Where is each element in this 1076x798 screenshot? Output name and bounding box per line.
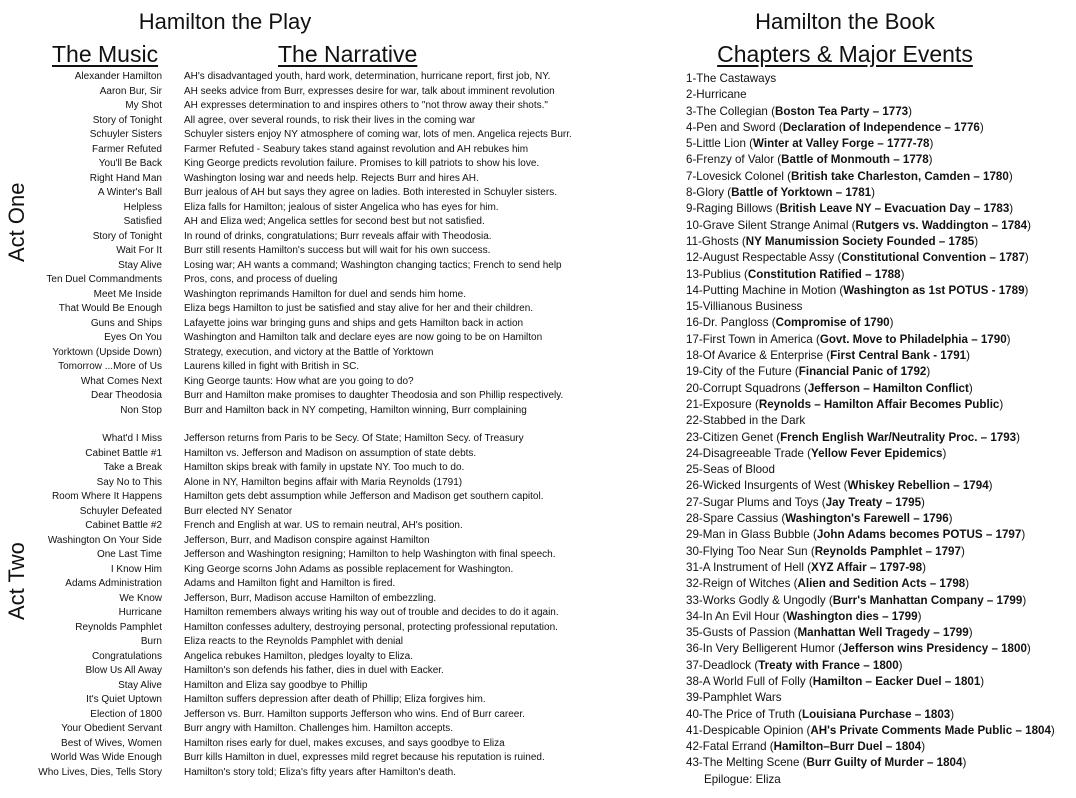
- chapter-item: 40-The Price of Truth (Louisiana Purchase – 1803): [686, 707, 955, 721]
- song-row: [22, 461, 472, 476]
- chapter-event: Reynolds – Hamilton Affair Becomes Public: [758, 397, 1000, 411]
- chapter-item: 6-Frenzy of Valor (Battle of Monmouth – 1778): [686, 153, 933, 167]
- song-row: [22, 722, 472, 737]
- chapter-name: 15-Villianous Business: [686, 300, 803, 314]
- song-title: Non Stop: [120, 404, 162, 416]
- chapter-item: 33-Works Godly & Ungodly (Burr's Manhattan Company – 1799): [686, 593, 1027, 607]
- chapter-item: [686, 690, 1066, 706]
- chapter-event: Jefferson wins Presidency – 1800: [841, 642, 1027, 656]
- song-row: [22, 751, 545, 766]
- chapter-item: 26-Wicked Insurgents of West (Whiskey Rebellion – 1794): [686, 479, 993, 493]
- song-narrative: Washington reprimands Hamilton for duel and sends him home.: [184, 288, 466, 300]
- song-narrative: King George taunts: How what are you going to do?: [184, 375, 414, 387]
- song-title: Hurricane: [118, 607, 162, 618]
- song-title: Blow Us All Away: [85, 665, 162, 676]
- song-row: [22, 563, 514, 578]
- chapter-name: 5-Little Lion: [686, 137, 746, 151]
- chapter-item: 35-Gusts of Passion (Manhattan Well Tragedy – 1799): [686, 626, 973, 640]
- chapter-name: 24-Disagreeable Trade: [686, 446, 804, 460]
- chapter-item: 30-Flying Too Near Sun (Reynolds Pamphlet – 1797): [686, 544, 965, 558]
- song-row: [22, 447, 477, 462]
- song-title: Your Obedient Servant: [61, 723, 162, 734]
- song-title: Meet Me Inside: [93, 288, 162, 300]
- chapter-item: [686, 299, 1066, 315]
- song-narrative: King George predicts revolution failure. Promises to kill patriots to show his love.: [184, 158, 540, 169]
- song-row: [22, 302, 534, 317]
- chapter-item: 13-Publius (Constitution Ratified – 1788): [686, 267, 905, 281]
- act-one-song-list: [22, 70, 572, 418]
- chapter-item: 19-City of the Future (Financial Panic of 1792): [686, 365, 931, 379]
- chapter-item: [686, 413, 1066, 429]
- chapter-event: Rutgers vs. Waddington – 1784: [855, 218, 1028, 232]
- chapter-item: 43-The Melting Scene (Burr Guilty of Murder – 1804): [686, 756, 967, 770]
- song-title: Right Hand Man: [89, 172, 162, 184]
- music-column-header: The Music: [52, 41, 159, 67]
- chapter-item: 32-Reign of Witches (Alien and Sedition Acts – 1798): [686, 577, 970, 591]
- chapter-name: 19-City of the Future: [686, 365, 792, 379]
- song-row: [22, 99, 548, 114]
- song-title: A Winter's Ball: [97, 187, 162, 198]
- chapter-item: 8-Glory (Battle of Yorktown – 1781): [686, 186, 876, 200]
- song-narrative: Hamilton's son defends his father, dies in duel with Eacker.: [184, 665, 444, 676]
- song-narrative: AH's disadvantaged youth, hard work, determination, hurricane report, first job, NY.: [184, 71, 551, 82]
- chapter-event: British Leave NY – Evacuation Day – 1783: [779, 202, 1010, 216]
- song-title: Farmer Refuted: [91, 143, 162, 155]
- chapter-name: 21-Exposure: [686, 397, 752, 411]
- chapter-item: 16-Dr. Pangloss (Compromise of 1790): [686, 316, 894, 330]
- song-title: I Know Him: [110, 563, 162, 575]
- chapter-item: [686, 87, 1066, 103]
- song-title: Story of Tonight: [92, 114, 162, 126]
- song-narrative: AH seeks advice from Burr, expresses desire for war, talk about imminent revolution: [184, 85, 555, 97]
- chapter-event: Alien and Sedition Acts – 1798: [797, 577, 966, 591]
- chapter-name: 35-Gusts of Passion: [686, 626, 791, 640]
- song-row: [22, 259, 562, 274]
- song-narrative: Burr jealous of AH but says they agree on ladies. Both interested in Schuyler sisters.: [184, 187, 557, 198]
- song-narrative: Burr and Hamilton make promises to daughter Theodosia and son Phillip respectively.: [184, 390, 564, 401]
- chapter-item: 20-Corrupt Squadrons (Jefferson – Hamilton Conflict): [686, 381, 973, 395]
- song-row: [22, 621, 558, 636]
- chapter-name: 27-Sugar Plums and Toys: [686, 495, 819, 509]
- chapter-item: 10-Grave Silent Strange Animal (Rutgers vs. Waddington – 1784): [686, 218, 1031, 232]
- chapter-name: 10-Grave Silent Strange Animal: [686, 218, 849, 232]
- song-row: [22, 317, 524, 332]
- song-row: [22, 650, 472, 665]
- song-narrative: Burr angry with Hamilton. Challenges him. Hamilton accepts.: [184, 723, 453, 734]
- song-title: Reynolds Pamphlet: [75, 621, 162, 633]
- song-title: Best of Wives, Women: [61, 737, 162, 749]
- chapter-item: 29-Man in Glass Bubble (John Adams becomes POTUS – 1797): [686, 528, 1026, 542]
- song-title: Room Where It Happens: [51, 491, 162, 502]
- chapter-event: Constitution Ratified – 1788: [747, 267, 901, 281]
- song-row: [22, 708, 525, 723]
- song-narrative: Losing war; AH wants a command; Washington changing tactics; French to send help: [184, 259, 562, 271]
- song-narrative: Pros, cons, and process of dueling: [184, 274, 338, 285]
- song-title: Aaron Bur, Sir: [99, 85, 162, 97]
- song-narrative: Burr elected NY Senator: [184, 505, 293, 517]
- song-narrative: AH expresses determination to and inspires others to "not throw away their shots.": [184, 100, 548, 111]
- chapter-name: 40-The Price of Truth: [686, 707, 795, 721]
- song-narrative: Hamilton suffers depression after death of Phillip; Eliza forgives him.: [184, 694, 486, 705]
- chapter-name: 1-The Castaways: [686, 72, 777, 85]
- song-row: [22, 157, 540, 172]
- song-narrative: All agree, over several rounds, to risk their lives in the coming war: [184, 114, 476, 126]
- song-title: Washington On Your Side: [47, 534, 162, 546]
- chapter-name: 34-In An Evil Hour: [686, 609, 780, 623]
- song-row: [22, 70, 551, 85]
- song-narrative: Lafayette joins war bringing guns and ships and gets Hamilton back in action: [184, 317, 524, 329]
- epilogue-item: Epilogue: Eliza: [704, 772, 781, 786]
- song-row: [22, 737, 505, 752]
- song-row: [22, 664, 472, 679]
- chapter-name: 36-In Very Belligerent Humor: [686, 642, 835, 656]
- chapter-name: 7-Lovesick Colonel: [686, 169, 784, 183]
- chapter-event: Battle of Monmouth – 1778: [781, 153, 929, 167]
- chapter-item: 14-Putting Machine in Motion (Washington as 1st POTUS - 1789): [686, 283, 1029, 297]
- song-title: Dear Theodosia: [91, 390, 162, 401]
- chapter-item: 38-A World Full of Folly (Hamilton – Eacker Duel – 1801): [686, 674, 985, 688]
- chapter-event: Compromise of 1790: [775, 316, 890, 330]
- chapter-event: Reynolds Pamphlet – 1797: [814, 544, 961, 558]
- song-row: [22, 215, 485, 230]
- song-row: [22, 172, 479, 187]
- song-narrative: Hamilton vs. Jefferson and Madison on assumption of state debts.: [184, 447, 477, 459]
- chapter-name: 32-Reign of Witches: [686, 577, 791, 591]
- chapter-name: 43-The Melting Scene: [686, 756, 800, 770]
- chapter-event: French English War/Neutrality Proc. – 1793: [780, 430, 1017, 444]
- chapter-item: 12-August Respectable Assy (Constitutional Convention – 1787): [686, 251, 1029, 265]
- chapter-name: 31-A Instrument of Hell: [686, 560, 804, 574]
- song-title: Adams Administration: [65, 578, 162, 589]
- song-narrative: Schuyler sisters enjoy NY atmosphere of coming war, lots of men. Angelica rejects Burr.: [184, 129, 572, 140]
- song-row: [22, 331, 543, 346]
- book-subtitle: Chapters & Major Events: [717, 41, 973, 67]
- chapter-event: AH's Private Comments Made Public – 1804: [810, 723, 1051, 737]
- chapter-event: Whiskey Rebellion – 1794: [847, 479, 989, 493]
- song-title: Cabinet Battle #2: [85, 520, 162, 531]
- chapter-name: 9-Raging Billows: [686, 202, 773, 216]
- song-row: [22, 143, 529, 158]
- song-row: [22, 534, 472, 549]
- chapter-item: 23-Citizen Genet (French English War/Neutrality Proc. – 1793): [686, 430, 1020, 444]
- song-title: Take a Break: [103, 462, 162, 473]
- song-row: [22, 606, 559, 621]
- chapter-name: 38-A World Full of Folly: [686, 674, 806, 688]
- chapter-event: Winter at Valley Forge – 1777-78: [753, 137, 930, 151]
- song-row: [22, 693, 486, 708]
- song-title: Burn: [140, 636, 162, 647]
- song-narrative: Adams and Hamilton fight and Hamilton is fired.: [184, 578, 396, 589]
- song-row: [22, 490, 544, 505]
- song-row: [22, 114, 476, 129]
- chapter-item: 17-First Town in America (Govt. Move to Philadelphia – 1790): [686, 332, 1011, 346]
- song-title: Who Lives, Dies, Tells Story: [38, 766, 162, 778]
- chapter-name: 33-Works Godly & Ungodly: [686, 593, 826, 607]
- song-row: [22, 85, 555, 100]
- chapter-event: Constitutional Convention – 1787: [841, 251, 1025, 265]
- chapter-item: 27-Sugar Plums and Toys (Jay Treaty – 1795): [686, 495, 925, 509]
- chapter-item: 42-Fatal Errand (Hamilton–Burr Duel – 1804): [686, 740, 926, 754]
- chapter-event: Boston Tea Party – 1773: [774, 104, 909, 118]
- song-title: Tomorrow ...More of Us: [58, 361, 162, 372]
- song-narrative: In round of drinks, congratulations; Burr reveals affair with Theodosia.: [184, 230, 492, 242]
- chapter-name: 26-Wicked Insurgents of West: [686, 479, 841, 493]
- chapter-event: Burr's Manhattan Company – 1799: [832, 593, 1023, 607]
- song-narrative: Hamilton's story told; Eliza's fifty years after Hamilton's death.: [184, 766, 456, 778]
- chapter-name: 11-Ghosts: [686, 234, 739, 248]
- chapter-event: Hamilton–Burr Duel – 1804: [773, 740, 922, 754]
- song-row: [22, 360, 472, 375]
- song-narrative: Burr kills Hamilton in duel, expresses mild regret because his reputation is ruined.: [184, 752, 545, 763]
- song-title: Satisfied: [123, 216, 162, 227]
- song-row: [22, 548, 556, 563]
- song-title: Election of 1800: [90, 708, 162, 720]
- song-row: [22, 679, 472, 694]
- chapter-event: Yellow Fever Epidemics: [811, 446, 943, 460]
- song-row: [22, 766, 472, 781]
- song-title: Cabinet Battle #1: [85, 447, 162, 459]
- act-one-label: Act One: [4, 182, 29, 262]
- chapter-item: 36-In Very Belligerent Humor (Jefferson wins Presidency – 1800): [686, 642, 1031, 656]
- chapter-item: 7-Lovesick Colonel (British take Charleston, Camden – 1780): [686, 169, 1013, 183]
- song-row: [22, 244, 491, 259]
- chapter-name: 41-Despicable Opinion: [686, 723, 804, 737]
- chapter-name: 17-First Town in America: [686, 332, 813, 346]
- song-title: Stay Alive: [118, 679, 162, 691]
- chapter-name: 22-Stabbed in the Dark: [686, 414, 806, 428]
- chapter-event: Washington as 1st POTUS - 1789: [843, 283, 1025, 297]
- chapter-name: 29-Man in Glass Bubble: [686, 528, 810, 542]
- act-two-label: Act Two: [4, 542, 29, 620]
- chapter-event: Hamilton – Eacker Duel – 1801: [812, 674, 981, 688]
- song-title: What Comes Next: [80, 375, 162, 387]
- chapter-event: Jefferson – Hamilton Conflict: [807, 381, 969, 395]
- song-title: Eyes On You: [104, 332, 162, 343]
- song-narrative: Hamilton rises early for duel, makes excuses, and says goodbye to Eliza: [184, 737, 505, 749]
- chapter-item: 41-Despicable Opinion (AH's Private Comments Made Public – 1804): [686, 723, 1055, 737]
- song-row: [22, 186, 557, 201]
- chapter-item: 28-Spare Cassius (Washington's Farewell – 1796): [686, 512, 953, 526]
- song-narrative: Laurens killed in fight with British in SC.: [184, 361, 360, 372]
- chapter-item: 34-In An Evil Hour (Washington dies – 1799): [686, 609, 922, 623]
- chapter-event: Louisiana Purchase – 1803: [802, 707, 951, 721]
- chapter-event: British take Charleston, Camden – 1780: [791, 169, 1009, 183]
- narrative-column-header: The Narrative: [278, 41, 418, 67]
- chapter-name: 16-Dr. Pangloss: [686, 316, 769, 330]
- song-title: It's Quiet Uptown: [86, 694, 162, 705]
- song-title: Wait For It: [116, 245, 162, 256]
- song-title: Story of Tonight: [92, 230, 162, 242]
- chapter-name: 3-The Collegian: [686, 104, 768, 118]
- chapter-item: 21-Exposure (Reynolds – Hamilton Affair Becomes Public): [686, 397, 1004, 411]
- song-narrative: Angelica rebukes Hamilton, pledges loyalty to Eliza.: [184, 650, 414, 662]
- chapter-name: 25-Seas of Blood: [686, 463, 775, 477]
- chapter-name: 30-Flying Too Near Sun: [686, 544, 808, 558]
- chapter-event: Battle of Yorktown – 1781: [731, 186, 872, 200]
- song-narrative: Burr still resents Hamilton's success but will wait for his own success.: [184, 245, 491, 256]
- song-row: [22, 519, 472, 534]
- chapter-name: 20-Corrupt Squadrons: [686, 381, 801, 395]
- chapter-name: 37-Deadlock: [686, 658, 752, 672]
- song-row: [22, 273, 472, 288]
- chapter-event: Burr Guilty of Murder – 1804: [806, 756, 963, 770]
- chapter-event: Washington's Farewell – 1796: [785, 512, 949, 526]
- song-narrative: AH and Eliza wed; Angelica settles for second best but not satisfied.: [184, 216, 485, 227]
- chapter-event: Treaty with France – 1800: [758, 658, 899, 672]
- song-title: What'd I Miss: [102, 433, 162, 444]
- song-narrative: French and English at war. US to remain neutral, AH's position.: [184, 520, 463, 531]
- song-title: You'll Be Back: [98, 158, 162, 169]
- chapter-name: 42-Fatal Errand: [686, 740, 767, 754]
- song-narrative: Jefferson and Washington resigning; Hamilton to help Washington with final speech.: [184, 549, 556, 560]
- song-narrative: Washington and Hamilton talk and declare eyes are now going to be on Hamilton: [184, 332, 543, 343]
- chapter-item: 9-Raging Billows (British Leave NY – Evacuation Day – 1783): [686, 202, 1014, 216]
- chapter-name: 2-Hurricane: [686, 88, 747, 102]
- song-title: One Last Time: [96, 549, 162, 560]
- song-narrative: Jefferson, Burr, and Madison conspire against Hamilton: [184, 534, 430, 546]
- act-two-song-list: [22, 432, 559, 780]
- chapter-name: 13-Publius: [686, 267, 741, 281]
- chapter-name: 4-Pen and Sword: [686, 120, 776, 134]
- chapter-name: 6-Frenzy of Valor: [686, 153, 775, 167]
- song-row: [22, 230, 492, 245]
- chapter-item: 11-Ghosts (NY Manumission Society Founded – 1785): [686, 234, 979, 248]
- song-row: [22, 346, 472, 361]
- chapter-list: [686, 71, 1066, 788]
- song-title: Alexander Hamilton: [74, 71, 162, 82]
- song-title: Helpless: [123, 201, 162, 213]
- chapter-event: John Adams becomes POTUS – 1797: [816, 528, 1022, 542]
- chapter-event: Financial Panic of 1792: [798, 365, 927, 379]
- book-title: Hamilton the Book: [755, 9, 935, 34]
- song-narrative: Jefferson returns from Paris to be Secy. Of State; Hamilton Secy. of Treasury: [184, 433, 524, 444]
- chapter-event: First Central Bank - 1791: [830, 349, 967, 363]
- chapter-name: 28-Spare Cassius: [686, 512, 779, 526]
- song-title: Yorktown (Upside Down): [52, 346, 162, 358]
- song-narrative: Alone in NY, Hamilton begins affair with Maria Reynolds (1791): [184, 476, 463, 488]
- song-narrative: Jefferson, Burr, Madison accuse Hamilton of embezzling.: [184, 592, 437, 604]
- song-title: My Shot: [125, 100, 162, 111]
- song-narrative: Hamilton and Eliza say goodbye to Phillip: [184, 679, 368, 691]
- song-narrative: Farmer Refuted - Seabury takes stand against revolution and AH rebukes him: [184, 143, 529, 155]
- chapter-item: 5-Little Lion (Winter at Valley Forge – 1777-78): [686, 137, 934, 151]
- song-row: [22, 592, 472, 607]
- song-narrative: Eliza reacts to the Reynolds Pamphlet with denial: [184, 636, 404, 647]
- chapter-event: Jay Treaty – 1795: [825, 495, 922, 509]
- song-title: That Would Be Enough: [58, 303, 162, 314]
- chapter-event: Manhattan Well Tragedy – 1799: [797, 626, 969, 640]
- chapter-item: 31-A Instrument of Hell (XYZ Affair – 1797-98): [686, 560, 926, 574]
- song-row: [22, 635, 472, 650]
- song-narrative: Burr and Hamilton back in NY competing, Hamilton winning, Burr complaining: [184, 404, 527, 416]
- song-narrative: Jefferson vs. Burr. Hamilton supports Jefferson who wins. End of Burr career.: [184, 708, 525, 720]
- song-narrative: Hamilton confesses adultery, destroying personal, protecting professional reputation.: [184, 621, 558, 633]
- chapter-name: 14-Putting Machine in Motion: [686, 283, 837, 297]
- song-title: Say No to This: [96, 476, 162, 488]
- chapter-item: 24-Disagreeable Trade (Yellow Fever Epidemics): [686, 446, 947, 460]
- song-title: Guns and Ships: [90, 317, 162, 329]
- song-row: [22, 505, 472, 520]
- chapter-name: 39-Pamphlet Wars: [686, 691, 782, 705]
- song-row: [22, 375, 472, 390]
- chapter-item: 37-Deadlock (Treaty with France – 1800): [686, 658, 903, 672]
- song-narrative: Hamilton gets debt assumption while Jefferson and Madison get southern capitol.: [184, 491, 544, 502]
- chapter-item: 18-Of Avarice & Enterprise (First Central Bank - 1791): [686, 349, 970, 363]
- song-row: [22, 288, 472, 303]
- song-narrative: Hamilton remembers always writing his way out of trouble and decides to do it again.: [184, 607, 559, 618]
- chapter-item: 3-The Collegian (Boston Tea Party – 1773): [686, 104, 912, 118]
- song-row: [22, 404, 527, 419]
- chapter-event: Washington dies – 1799: [786, 609, 918, 623]
- chapter-event: Govt. Move to Philadelphia – 1790: [819, 332, 1007, 346]
- song-row: [22, 432, 524, 447]
- chapter-event: XYZ Affair – 1797-98: [811, 560, 923, 574]
- chapter-item: [686, 71, 1066, 87]
- song-row: [22, 389, 564, 404]
- song-title: Ten Duel Commandments: [46, 274, 162, 285]
- song-narrative: Hamilton skips break with family in upstate NY. Too much to do.: [184, 462, 465, 473]
- song-narrative: Strategy, execution, and victory at the Battle of Yorktown: [184, 346, 434, 358]
- song-row: [22, 476, 472, 491]
- chapter-name: 8-Glory: [686, 186, 725, 200]
- chapter-item: 4-Pen and Sword (Declaration of Independence – 1776): [686, 120, 984, 134]
- song-narrative: King George scorns John Adams as possible replacement for Washington.: [184, 563, 514, 575]
- chapter-name: 23-Citizen Genet: [686, 430, 773, 444]
- chapter-event: NY Manumission Society Founded – 1785: [745, 234, 975, 248]
- chapter-name: 12-August Respectable Assy: [686, 251, 835, 265]
- song-narrative: Washington losing war and needs help. Rejects Burr and hires AH.: [184, 172, 479, 184]
- chapter-item: [686, 462, 1066, 478]
- chapter-event: Declaration of Independence – 1776: [782, 120, 980, 134]
- play-title: Hamilton the Play: [138, 9, 312, 34]
- song-title: World Was Wide Enough: [50, 752, 162, 763]
- song-row: [22, 128, 572, 143]
- song-title: Stay Alive: [118, 259, 162, 271]
- song-title: Congratulations: [91, 650, 162, 662]
- chapter-name: 18-Of Avarice & Enterprise: [686, 349, 824, 363]
- song-title: Schuyler Sisters: [89, 129, 162, 140]
- song-row: [22, 201, 499, 216]
- song-title: Schuyler Defeated: [79, 505, 162, 517]
- song-row: [22, 577, 472, 592]
- song-narrative: Eliza falls for Hamilton; jealous of sister Angelica who has eyes for him.: [184, 201, 499, 213]
- song-title: We Know: [119, 592, 162, 604]
- song-narrative: Eliza begs Hamilton to just be satisfied and stay alive for her and their children.: [184, 303, 534, 314]
